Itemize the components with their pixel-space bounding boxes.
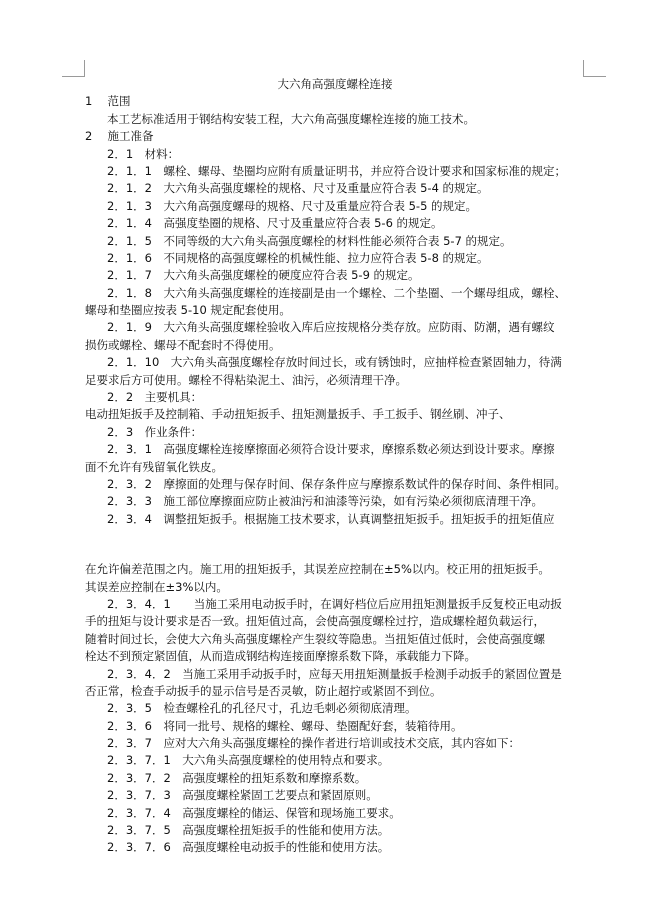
text-line: 2．1．3 大六角高强度螺母的规格、尺寸及重量应符合表 5-5 的规定。 <box>107 198 478 213</box>
text-line: 2．2 主要机具： <box>107 390 203 405</box>
text-line: 2．3．7．3 高强度螺栓紧固工艺要点和紧固原则。 <box>107 788 378 803</box>
text-line: 面不允许有残留氧化铁皮。 <box>85 459 223 474</box>
text-line: 手的扭矩与设计要求是否一致。扭矩值过高，会使高强度螺栓过拧，造成螺栓超负载运行， <box>85 614 545 629</box>
text-line: 其误差应控制在±3%以内。 <box>85 579 228 594</box>
page-gap <box>85 528 585 561</box>
text-line: 损伤或螺栓、螺母不配套时不得使用。 <box>85 337 281 352</box>
text-line: 2．3．1 高强度螺栓连接摩擦面必须符合设计要求，摩擦系数必须达到设计要求。摩擦 <box>107 442 555 457</box>
text-line: 栓达不到预定紧固值，从而造成钢结构连接面摩擦系数下降，承载能力下降。 <box>85 649 476 664</box>
text-line: 电动扭矩扳手及控制箱、手动扭矩扳手、扭矩测量扳手、手工扳手、钢丝刷、冲子、 <box>85 407 511 422</box>
text-line: 2．3 作业条件： <box>107 424 203 439</box>
document-title: 大六角高强度螺栓连接 <box>277 77 393 91</box>
top-right-margin-mark <box>583 60 606 77</box>
text-line: 随着时间过长，会使大六角头高强度螺栓产生裂纹等隐患。当扭矩值过低时，会使高强度螺 <box>85 631 545 646</box>
text-line: 2．3．2 摩擦面的处理与保存时间、保存条件应与摩擦系数试件的保存时间、条件相同。 <box>107 476 566 491</box>
text-line: 2．1．5 不同等级的大六角头高强度螺栓的材料性能必须符合表 5-7 的规定。 <box>107 233 512 248</box>
text-line: 2．1．7 大六角头高强度螺栓的硬度应符合表 5-9 的规定。 <box>107 268 420 283</box>
text-line: 2．3．7．5 高强度螺栓扭矩扳手的性能和使用方法。 <box>107 823 390 838</box>
text-line: 2．3．6 将同一批号、规格的螺栓、螺母、垫圈配好套，装箱待用。 <box>107 718 463 733</box>
text-line: 2．3．5 检查螺栓孔的孔径尺寸，孔边毛刺必须彻底清理。 <box>107 701 417 716</box>
text-line: 2．3．7．2 高强度螺栓的扭矩系数和摩擦系数。 <box>107 770 367 785</box>
document-body <box>85 76 585 857</box>
text-line: 2．1．2 大六角头高强度螺栓的规格、尺寸及重量应符合表 5-4 的规定。 <box>107 181 489 196</box>
text-line: 2．3．4．2 当施工采用手动扳手时，应每天用扭矩测量扳手检测手动扳手的紧固位置是 <box>107 666 562 681</box>
text-line: 2．1．10 大六角头高强度螺栓存放时间过长，或有锈蚀时，应抽样检查紧固轴力，待满 <box>107 355 562 370</box>
document-lines <box>85 93 585 856</box>
top-left-margin-mark <box>62 60 85 77</box>
text-line: 否正常，检查手动扳手的显示信号是否灵敏，防止超拧或紧固不到位。 <box>85 683 442 698</box>
text-line: 2．1．8 大六角头高强度螺栓的连接副是由一个螺栓、二个垫圈、一个螺母组成，螺栓、 <box>107 285 566 300</box>
text-line: 2．1．1 螺栓、螺母、垫圈均应附有质量证明书，并应符合设计要求和国家标准的规定； <box>107 163 566 178</box>
text-line: 足要求后方可使用。螺栓不得粘染泥土、油污，必须清理干净。 <box>85 372 407 387</box>
text-line: 1 范围 <box>85 94 131 109</box>
text-line: 2．3．4．1 当施工采用电动扳手时，在调好档位后应用扭矩测量扳手反复校正电动扳 <box>107 596 562 611</box>
text-line: 2．1 材料： <box>107 146 180 161</box>
text-line: 2．1．6 不同规格的高强度螺栓的机械性能、拉力应符合表 5-8 的规定。 <box>107 250 489 265</box>
text-line: 2．1．9 大六角头高强度螺栓验收入库后应按规格分类存放。应防雨、防潮，遇有螺纹 <box>107 320 555 335</box>
text-line: 2．3．7．1 大六角头高强度螺栓的使用特点和要求。 <box>107 753 390 768</box>
text-line: 2．3．7．4 高强度螺栓的储运、保管和现场施工要求。 <box>107 805 401 820</box>
text-line: 2．3．7．6 高强度螺栓电动扳手的性能和使用方法。 <box>107 840 390 855</box>
text-line: 2．3．3 施工部位摩擦面应防止被油污和油漆等污染，如有污染必须彻底清理干净。 <box>107 494 543 509</box>
text-line: 本工艺标准适用于钢结构安装工程，大六角高强度螺栓连接的施工技术。 <box>107 111 475 126</box>
text-line: 2．3．4 调整扭矩扳手。根据施工技术要求，认真调整扭矩扳手。扭矩扳手的扭矩值应 <box>107 511 555 526</box>
text-line: 2．3．7 应对大六角头高强度螺栓的操作者进行培训或技术交底，其内容如下： <box>107 736 520 751</box>
text-line: 螺母和垫圈应按表 5-10 规定配套使用。 <box>85 303 291 318</box>
text-line: 在允许偏差范围之内。施工用的扭矩扳手，其误差应控制在±5%以内。校正用的扭矩扳手。 <box>85 562 550 577</box>
text-line: 2．1．4 高强度垫圈的规格、尺寸及重量应符合表 5-6 的规定。 <box>107 216 443 231</box>
text-line: 2 施工准备 <box>85 129 154 144</box>
